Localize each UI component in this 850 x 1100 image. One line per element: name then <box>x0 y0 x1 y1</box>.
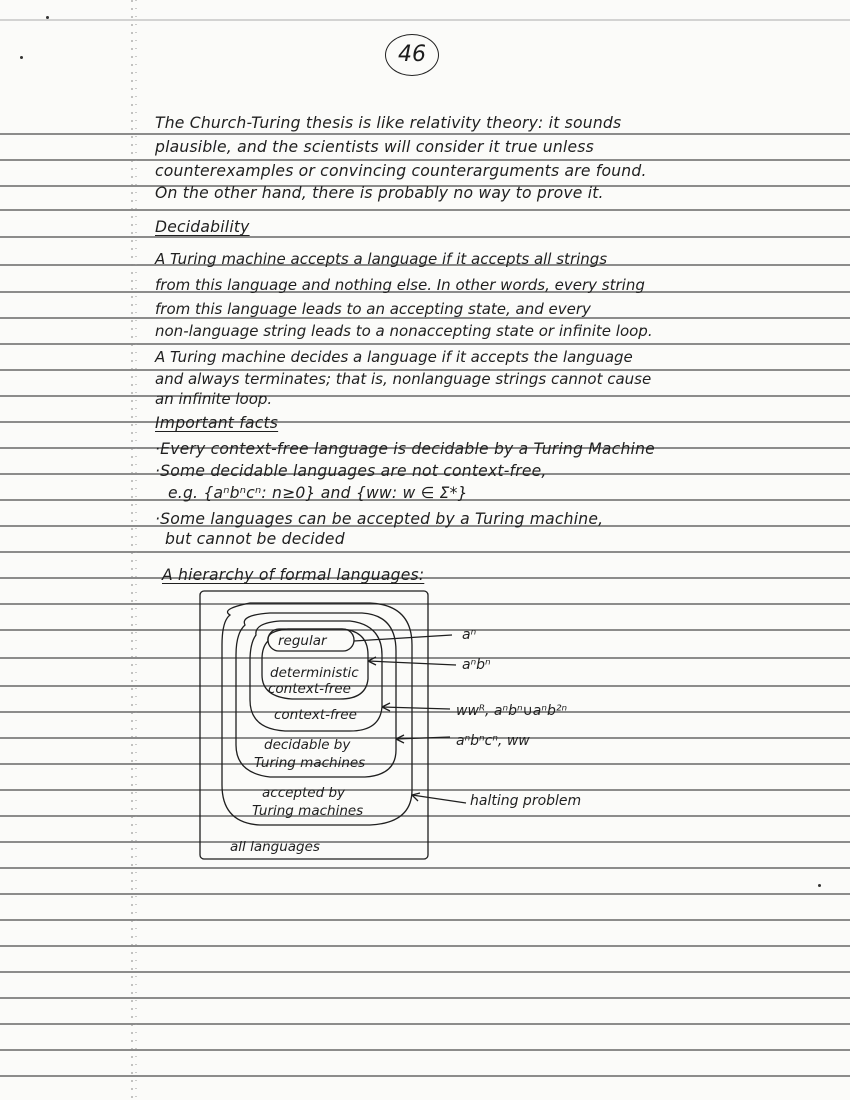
important-facts-heading: Important facts <box>155 414 279 432</box>
arrow-cf <box>382 707 450 709</box>
example-cf: wwᴿ, aⁿbⁿ∪aⁿb²ⁿ <box>456 703 568 719</box>
stray-mark <box>818 884 821 887</box>
paragraph-line: plausible, and the scientists will consider it true unless <box>155 138 594 156</box>
decides-line: an infinite loop. <box>155 390 273 408</box>
accepts-line: from this language and nothing else. In other words, every string <box>155 276 645 294</box>
arrowhead <box>412 793 420 801</box>
dcf-label-1: deterministic <box>270 665 359 681</box>
arrow-acc <box>412 795 466 803</box>
decides-line: A Turing machine decides a language if it accepts the language <box>155 348 633 366</box>
acc-label-2: Turing machines <box>252 803 364 819</box>
dec-label-1: decidable by <box>264 737 351 753</box>
fact-line: ·Some decidable languages are not context-free, <box>155 462 547 480</box>
arrow-dec <box>396 737 450 739</box>
all-label: all languages <box>230 839 320 855</box>
fact-line: ·Some languages can be accepted by a Turing machine, <box>155 510 604 528</box>
decides-line: and always terminates; that is, nonlanguage strings cannot cause <box>155 370 652 388</box>
accepts-line: A Turing machine accepts a language if it accepts all strings <box>155 250 608 268</box>
acc-label-1: accepted by <box>262 785 346 801</box>
paragraph-line: The Church-Turing thesis is like relativity theory: it sounds <box>155 114 622 132</box>
page-number: 46 <box>385 34 439 76</box>
fact-line: but cannot be decided <box>165 530 345 548</box>
language-hierarchy-diagram <box>190 585 650 865</box>
paragraph-line: counterexamples or convincing counterarguments are found. <box>155 162 647 180</box>
binder-hole-dot <box>46 16 49 19</box>
arrow-regular <box>354 635 452 641</box>
example-dec: aⁿbⁿcⁿ, ww <box>456 733 530 749</box>
fact-line: e.g. {aⁿbⁿcⁿ: n≥0} and {ww: w ∈ Σ*} <box>168 484 468 502</box>
regular-label: regular <box>278 633 327 649</box>
dcf-label-2: context-free <box>268 681 351 697</box>
decidability-heading: Decidability <box>155 218 250 236</box>
binder-hole-dot <box>20 56 23 59</box>
cf-label: context-free <box>274 707 357 723</box>
dec-label-2: Turing machines <box>254 755 366 771</box>
example-regular: aⁿ <box>462 627 477 643</box>
example-acc: halting problem <box>470 793 582 809</box>
example-dcf: aⁿbⁿ <box>462 657 491 673</box>
hierarchy-heading: A hierarchy of formal languages: <box>162 566 425 584</box>
accepts-line: from this language leads to an accepting state, and every <box>155 300 591 318</box>
fact-line: ·Every context-free language is decidable by a Turing Machine <box>155 440 655 458</box>
paragraph-line: On the other hand, there is probably no way to prove it. <box>155 184 604 202</box>
accepts-line: non-language string leads to a nonaccepting state or infinite loop. <box>155 322 653 340</box>
